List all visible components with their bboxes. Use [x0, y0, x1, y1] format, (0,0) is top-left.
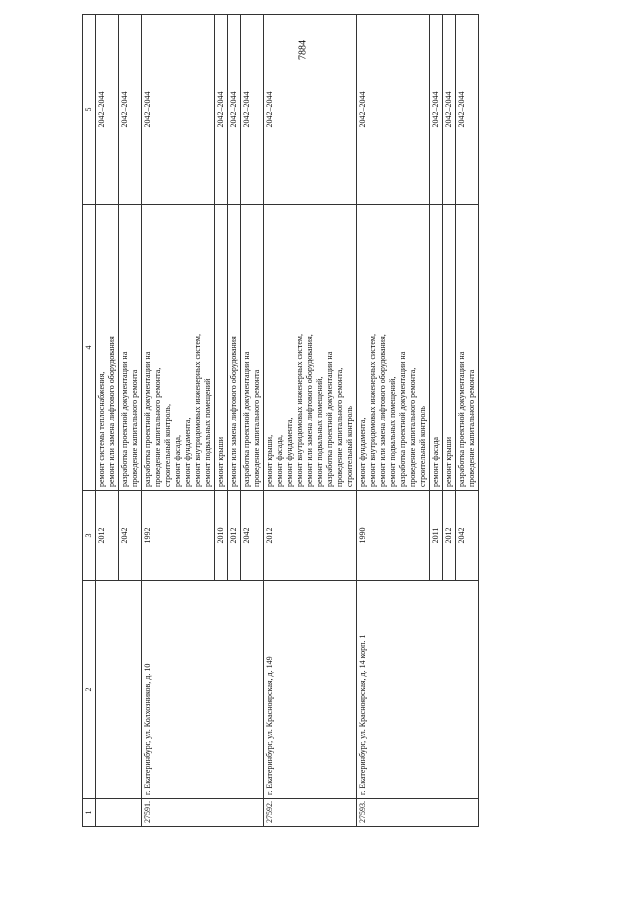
- work-line: ремонт крыши,: [265, 434, 274, 487]
- year-cell: 2010: [215, 491, 228, 581]
- work-line: ремонт фундамента,: [285, 417, 294, 487]
- year-cell: 2012: [443, 491, 456, 581]
- work-line: ремонт или замена лифтового оборудования,: [378, 334, 387, 487]
- work-line: ремонт внутридомовых инженерных систем,: [295, 334, 304, 487]
- work-line: ремонт или замена лифтового оборудования: [229, 336, 238, 487]
- period-cell: 2042–2044: [456, 15, 479, 205]
- work-line: ремонт системы теплоснабжения,: [97, 371, 106, 487]
- table-row: [96, 15, 119, 827]
- table-row: [142, 15, 215, 827]
- work-line: проведение капитального ремонта,: [408, 367, 417, 487]
- work-line: ремонт подвальных помещений,: [388, 376, 397, 487]
- entry-address: г. Екатеринбург, ул. Красноярская, д. 14 корп. 1: [357, 581, 479, 799]
- entry-number: [96, 799, 142, 827]
- header-row: [83, 15, 96, 827]
- work-line: проведение капитального ремонта,: [335, 367, 344, 487]
- work-line: ремонт фасада: [431, 437, 440, 487]
- year-cell: 2042: [456, 491, 479, 581]
- year-cell: 2012: [228, 491, 241, 581]
- year-cell: 2012: [264, 491, 357, 581]
- header-col-3: 3: [83, 491, 96, 581]
- period-cell: 2042–2044: [443, 15, 456, 205]
- entry-number: 27593.: [357, 799, 479, 827]
- year-cell: 2042: [241, 491, 264, 581]
- work-line: ремонт фундамента,: [183, 417, 192, 487]
- work-line: разработка проектной документации на: [143, 351, 152, 487]
- work-line: строительный контроль,: [163, 404, 172, 487]
- works-cell: [430, 205, 443, 491]
- period-cell: 2042–2044: [119, 15, 142, 205]
- year-cell: 2042: [119, 491, 142, 581]
- works-cell: [264, 205, 357, 491]
- entry-address: г. Екатеринбург, ул. Красноярская, д. 149: [264, 581, 357, 799]
- period-cell: 2042–2044: [228, 15, 241, 205]
- header-col-4: 4: [83, 205, 96, 491]
- page-number: 7884: [297, 40, 309, 60]
- work-line: ремонт фасада,: [275, 435, 284, 487]
- work-line: разработка проектной документации на: [398, 351, 407, 487]
- entry-number: 27592.: [264, 799, 357, 827]
- period-cell: 2042–2044: [215, 15, 228, 205]
- work-line: ремонт фундамента,: [358, 417, 367, 487]
- work-line: ремонт крыши: [444, 436, 453, 487]
- work-line: проведение капитального ремонта,: [153, 367, 162, 487]
- work-line: ремонт внутридомовых инженерных систем,: [193, 334, 202, 487]
- work-line: разработка проектной документации на: [242, 351, 251, 487]
- works-cell: [228, 205, 241, 491]
- rotated-page: [82, 15, 556, 827]
- works-cell: [456, 205, 479, 491]
- work-line: строительный контроль: [345, 406, 354, 487]
- year-cell: 1992: [142, 491, 215, 581]
- entry-address: [96, 581, 142, 799]
- year-cell: 1990: [357, 491, 430, 581]
- header-col-1: 1: [83, 799, 96, 827]
- work-line: ремонт подвальных помещений,: [315, 376, 324, 487]
- work-line: проведение капитального ремонта: [252, 369, 261, 487]
- period-cell: 2042–2044: [430, 15, 443, 205]
- period-cell: 2042–2044: [142, 15, 215, 205]
- works-cell: [96, 205, 119, 491]
- works-cell: [357, 205, 430, 491]
- works-cell: [119, 205, 142, 491]
- works-cell: [241, 205, 264, 491]
- works-cell: [443, 205, 456, 491]
- period-cell: 2042–2044: [357, 15, 430, 205]
- entry-address: г. Екатеринбург, ул. Колхозников, д. 10: [142, 581, 264, 799]
- work-line: ремонт крыши: [216, 436, 225, 487]
- work-line: ремонт подвальных помещений: [203, 378, 212, 487]
- header-col-2: 2: [83, 581, 96, 799]
- period-cell: 2042–2044: [241, 15, 264, 205]
- works-cell: [215, 205, 228, 491]
- work-line: разработка проектной документации на: [457, 351, 466, 487]
- work-line: проведение капитального ремонта: [467, 369, 476, 487]
- work-line: ремонт фасада,: [173, 435, 182, 487]
- work-line: разработка проектной документации на: [325, 351, 334, 487]
- work-line: ремонт или замена лифтового оборудования,: [305, 334, 314, 487]
- period-cell: 2042–2044: [96, 15, 119, 205]
- year-cell: 2011: [430, 491, 443, 581]
- work-line: разработка проектной документации на: [120, 351, 129, 487]
- entry-number: 27591.: [142, 799, 264, 827]
- works-cell: [142, 205, 215, 491]
- period-cell: 2042–2044: [264, 15, 357, 205]
- work-line: ремонт внутридомовых инженерных систем,: [368, 334, 377, 487]
- table-row: [357, 15, 430, 827]
- work-line: строительный контроль: [418, 406, 427, 487]
- year-cell: 2012: [96, 491, 119, 581]
- header-col-5: 5: [83, 15, 96, 205]
- table-row: [264, 15, 357, 827]
- repair-schedule-table: [82, 14, 479, 827]
- work-line: ремонт или замена лифтового оборудования: [107, 336, 116, 487]
- work-line: проведение капитального ремонта: [130, 369, 139, 487]
